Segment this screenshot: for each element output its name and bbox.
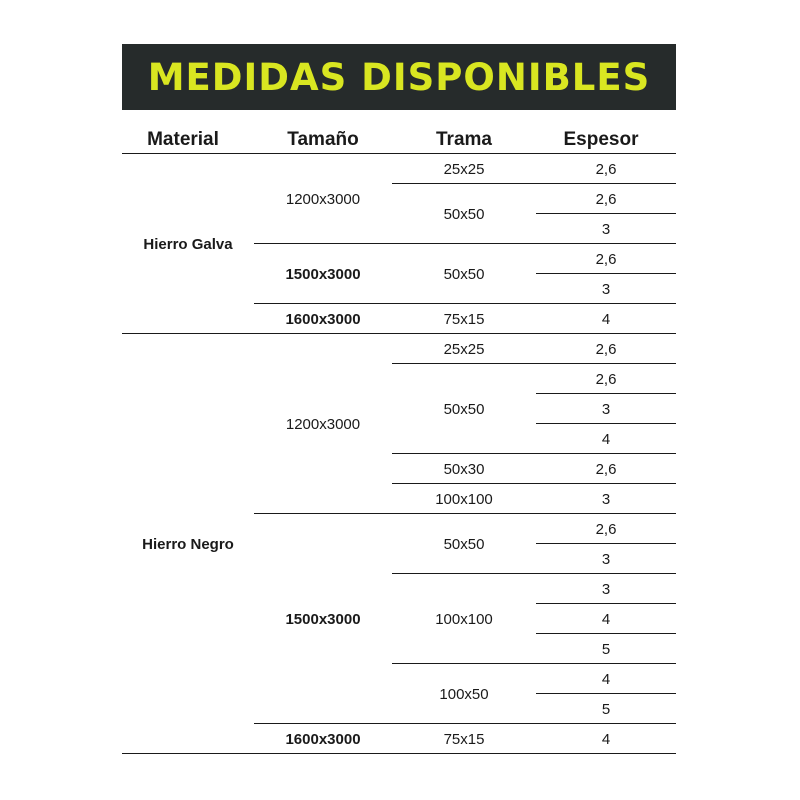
size-cell: 1200x3000 bbox=[285, 190, 361, 208]
size-cell: 1600x3000 bbox=[285, 310, 361, 328]
espesor-cell: 4 bbox=[601, 430, 611, 448]
espesor-cell: 3 bbox=[601, 490, 611, 508]
header-espesor: Espesor bbox=[563, 129, 639, 150]
espesor-cell: 2,6 bbox=[595, 340, 617, 358]
trama-cell: 25x25 bbox=[443, 340, 485, 358]
title-banner bbox=[122, 44, 676, 110]
espesor-cell: 2,6 bbox=[595, 370, 617, 388]
espesor-cell: 3 bbox=[601, 400, 611, 418]
espesor-cell: 3 bbox=[601, 280, 611, 298]
header-trama: Trama bbox=[436, 129, 492, 150]
trama-cell: 50x50 bbox=[443, 265, 485, 283]
size-cell: 1500x3000 bbox=[285, 265, 361, 283]
espesor-cell: 3 bbox=[601, 550, 611, 568]
espesor-cell: 2,6 bbox=[595, 460, 617, 478]
size-cell: 1500x3000 bbox=[285, 610, 361, 628]
trama-cell: 50x50 bbox=[443, 400, 485, 418]
espesor-cell: 5 bbox=[601, 640, 611, 658]
group-divider bbox=[122, 753, 676, 754]
espesor-cell: 4 bbox=[601, 670, 611, 688]
espesor-cell: 4 bbox=[601, 610, 611, 628]
espesor-cell: 5 bbox=[601, 700, 611, 718]
material-cell: Hierro Negro bbox=[142, 535, 234, 553]
trama-cell: 75x15 bbox=[443, 730, 485, 748]
header-material: Material bbox=[147, 129, 219, 150]
trama-cell: 50x50 bbox=[443, 535, 485, 553]
espesor-cell: 4 bbox=[601, 730, 611, 748]
espesor-cell: 2,6 bbox=[595, 190, 617, 208]
trama-cell: 25x25 bbox=[443, 160, 485, 178]
material-cell: Hierro Galva bbox=[143, 235, 233, 253]
header-tamano: Tamaño bbox=[287, 129, 359, 150]
trama-cell: 75x15 bbox=[443, 310, 485, 328]
size-cell: 1600x3000 bbox=[285, 730, 361, 748]
trama-cell: 50x30 bbox=[443, 460, 485, 478]
trama-cell: 100x100 bbox=[435, 490, 493, 508]
trama-cell: 100x50 bbox=[439, 685, 489, 703]
espesor-cell: 2,6 bbox=[595, 520, 617, 538]
espesor-cell: 2,6 bbox=[595, 250, 617, 268]
trama-cell: 50x50 bbox=[443, 205, 485, 223]
page-title: MEDIDAS DISPONIBLES bbox=[147, 55, 651, 99]
espesor-cell: 4 bbox=[601, 310, 611, 328]
espesor-cell: 3 bbox=[601, 580, 611, 598]
size-cell: 1200x3000 bbox=[285, 415, 361, 433]
trama-cell: 100x100 bbox=[435, 610, 493, 628]
espesor-cell: 3 bbox=[601, 220, 611, 238]
espesor-cell: 2,6 bbox=[595, 160, 617, 178]
